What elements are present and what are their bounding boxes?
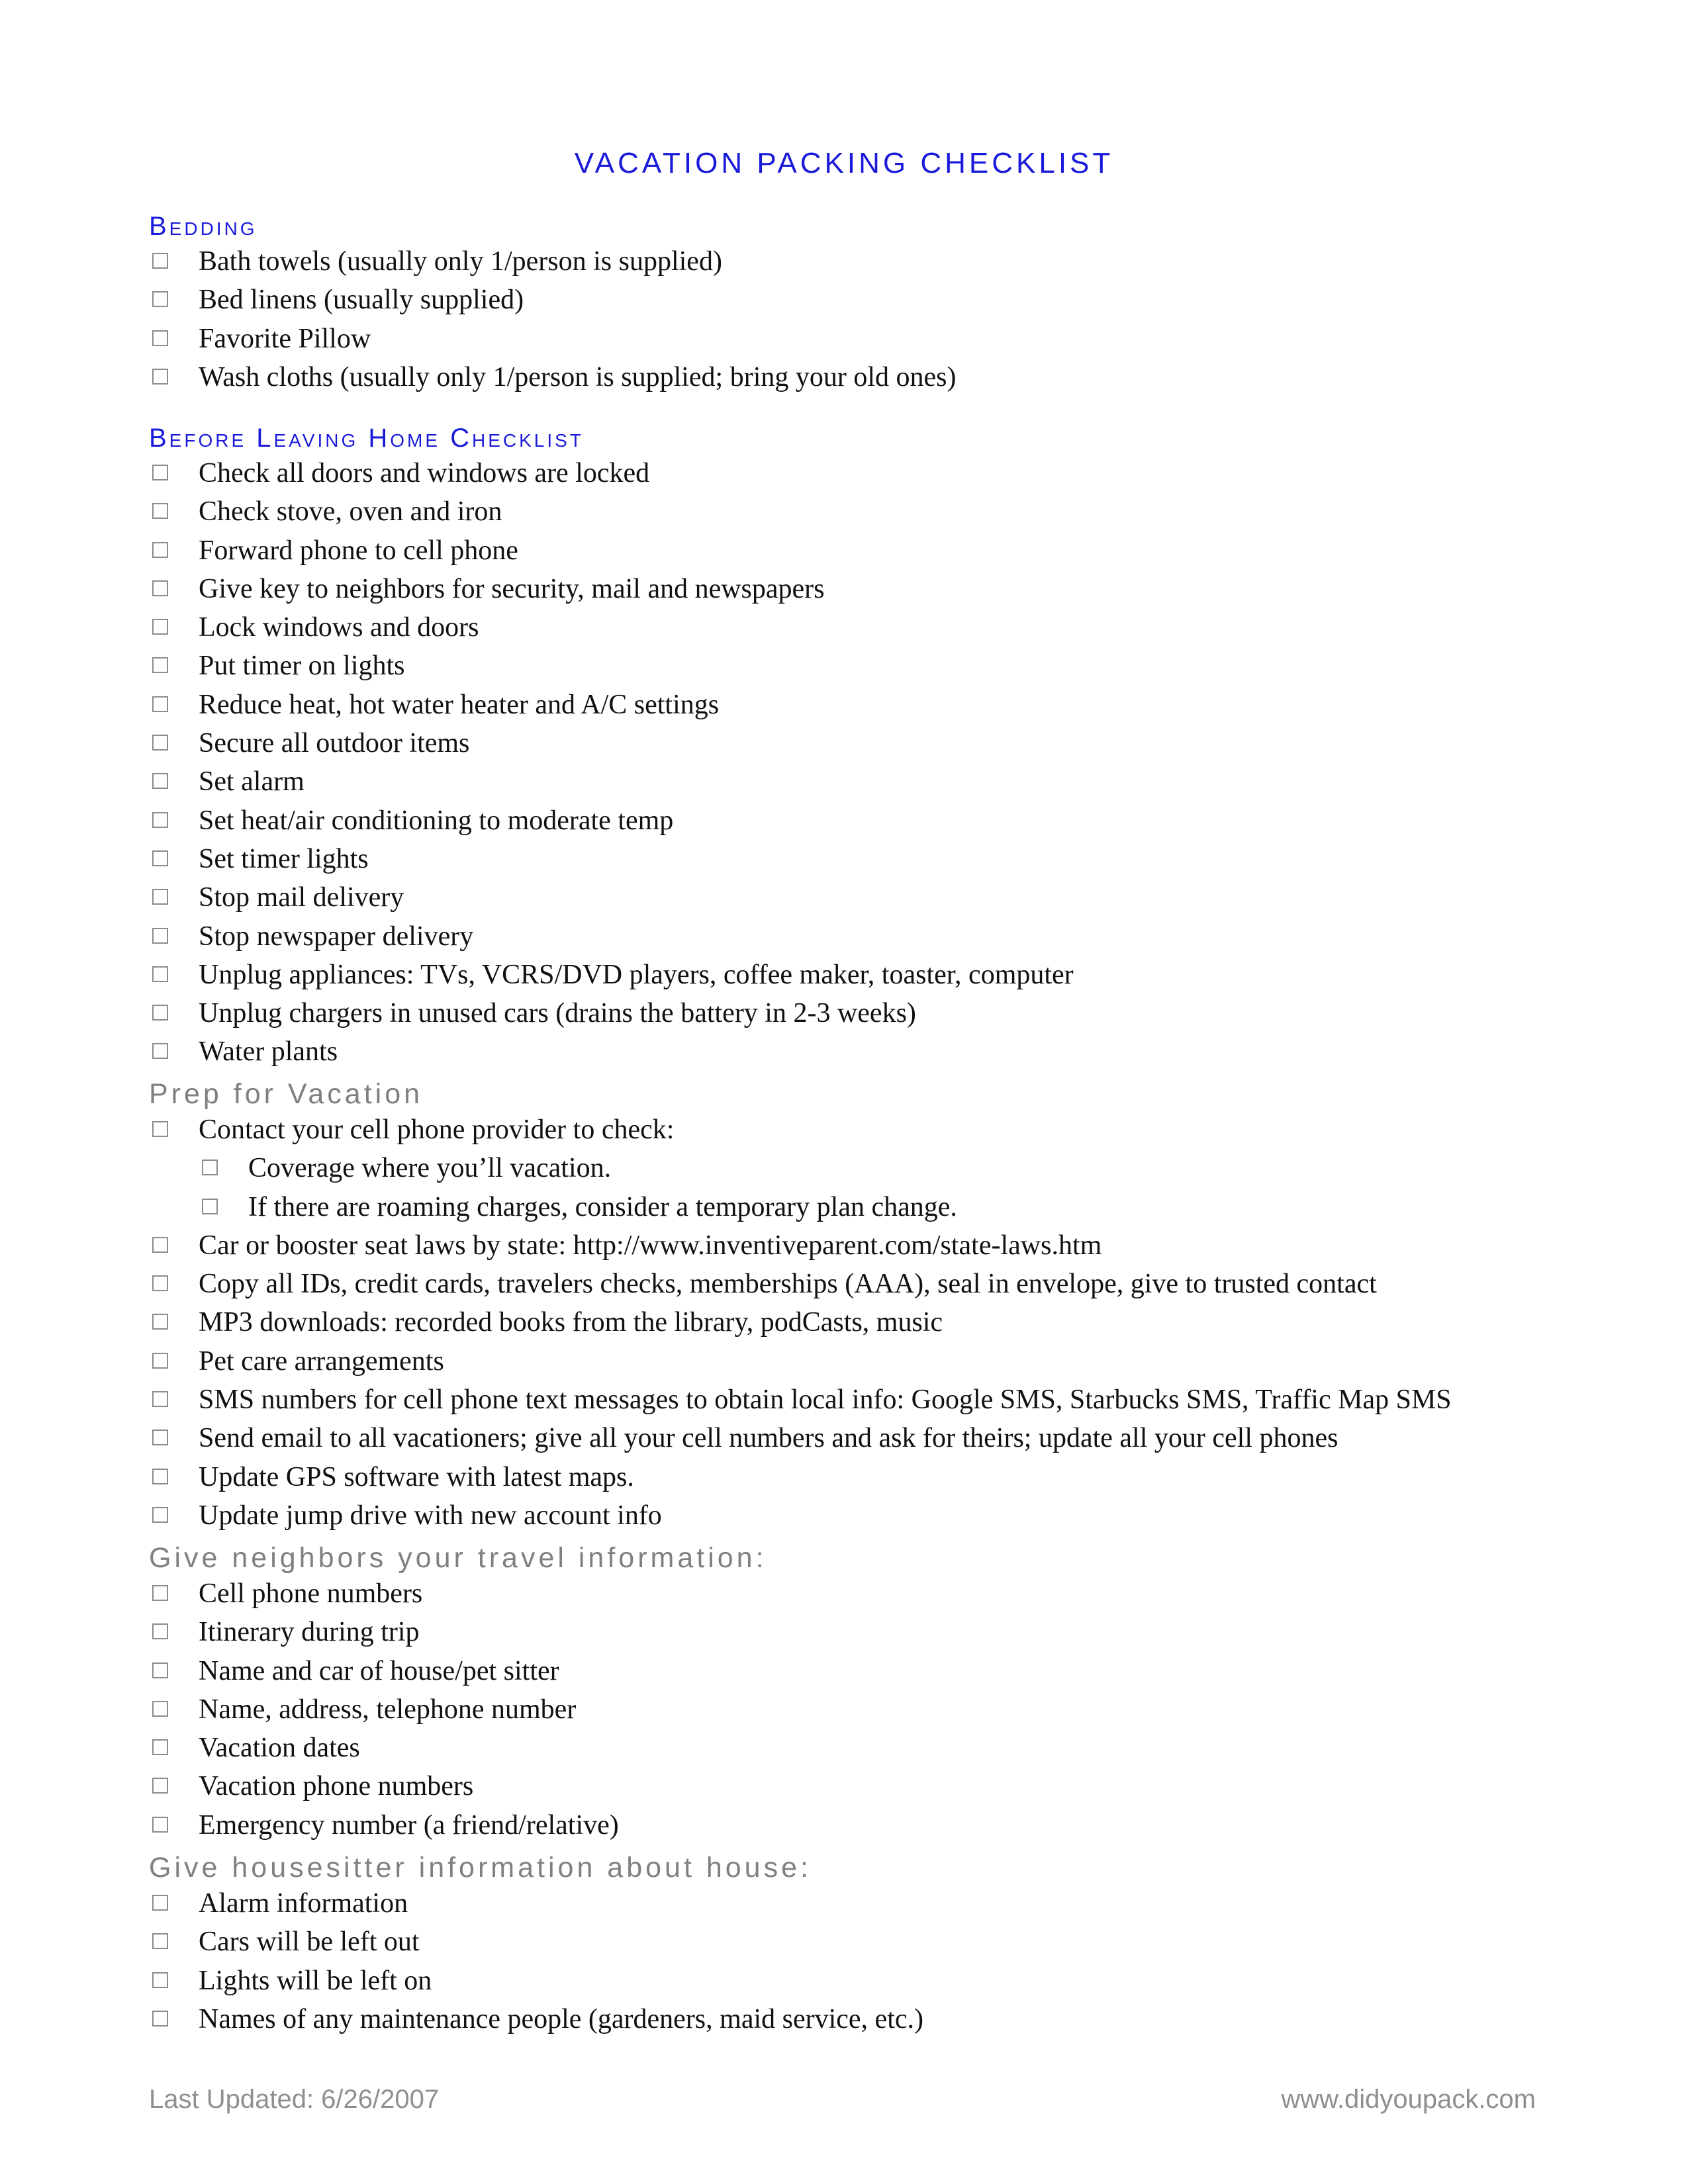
section-neighbors (149, 1544, 1572, 1844)
checkbox[interactable] (152, 889, 168, 905)
checkbox[interactable] (152, 1933, 168, 1949)
list-item: Contact your cell phone provider to check: (149, 1111, 1572, 1149)
checkbox[interactable] (152, 619, 168, 635)
list-item: Check stove, oven and iron (149, 492, 1572, 531)
checkbox[interactable] (152, 1237, 168, 1253)
checkbox[interactable] (152, 1817, 168, 1833)
checkbox[interactable] (152, 1005, 168, 1021)
housesitter-list (149, 1884, 1572, 2038)
checkbox[interactable] (152, 657, 168, 673)
last-updated: Last Updated: 6/26/2007 (149, 2085, 440, 2114)
checkbox[interactable] (152, 966, 168, 982)
checkbox[interactable] (152, 928, 168, 944)
checkbox[interactable] (152, 1275, 168, 1291)
section-before-leaving (149, 425, 1572, 1071)
list-item: Forward phone to cell phone (149, 531, 1572, 570)
list-item: Lights will be left on (149, 1962, 1572, 2000)
sub-list-item: Coverage where you’ll vacation. (149, 1149, 1572, 1187)
list-item: Name, address, telephone number (149, 1690, 1572, 1729)
checkbox[interactable] (152, 1585, 168, 1601)
checkbox[interactable] (152, 1314, 168, 1330)
section-prep (149, 1080, 1572, 1535)
checkbox[interactable] (152, 1662, 168, 1678)
checkbox[interactable] (152, 773, 168, 789)
before-leaving-list (149, 454, 1572, 1071)
checkbox[interactable] (152, 253, 168, 269)
checkbox[interactable] (152, 1469, 168, 1484)
section-heading-neighbors: Give neighbors your travel information: (149, 1542, 767, 1574)
list-item: Unplug chargers in unused cars (drains the battery in 2-3 weeks) (149, 994, 1572, 1032)
list-item: Set alarm (149, 762, 1572, 801)
section-housesitter (149, 1854, 1572, 2038)
checkbox[interactable] (152, 503, 168, 519)
checkbox[interactable] (152, 542, 168, 558)
page-title: VACATION PACKING CHECKLIST (574, 147, 1114, 179)
list-item: Lock windows and doors (149, 608, 1572, 647)
checkbox[interactable] (152, 1972, 168, 1988)
list-item: Names of any maintenance people (gardeners, maid service, etc.) (149, 2000, 1572, 2038)
checkbox[interactable] (152, 1430, 168, 1445)
list-item: Copy all IDs, credit cards, travelers checks, memberships (AAA), seal in envelope, give to trusted contact (149, 1265, 1572, 1303)
checkbox[interactable] (152, 330, 168, 346)
section-bedding (149, 213, 1572, 396)
list-item: Wash cloths (usually only 1/person is supplied; bring your old ones) (149, 358, 1572, 396)
checkbox[interactable] (202, 1160, 218, 1175)
list-item: Stop mail delivery (149, 878, 1572, 917)
section-heading-prep: Prep for Vacation (149, 1078, 424, 1110)
checkbox[interactable] (152, 1701, 168, 1717)
list-item: Bath towels (usually only 1/person is supplied) (149, 242, 1572, 281)
neighbors-list (149, 1574, 1572, 1844)
prep-list (149, 1111, 1572, 1535)
checkbox[interactable] (152, 465, 168, 480)
checkbox[interactable] (152, 1778, 168, 1794)
checkbox[interactable] (202, 1199, 218, 1214)
list-item: Give key to neighbors for security, mail and newspapers (149, 570, 1572, 608)
list-item: Check all doors and windows are locked (149, 454, 1572, 492)
section-heading-bedding: Bedding (149, 212, 258, 241)
list-item: Stop newspaper delivery (149, 917, 1572, 956)
list-item: Set heat/air conditioning to moderate temp (149, 801, 1572, 840)
list-item: Secure all outdoor items (149, 724, 1572, 762)
bedding-list (149, 242, 1572, 396)
website-url: www.didyoupack.com (1281, 2085, 1536, 2114)
list-item: Water plants (149, 1032, 1572, 1071)
section-heading-before-leaving: Before Leaving Home Checklist (149, 424, 584, 453)
checkbox[interactable] (152, 812, 168, 828)
list-item: Vacation phone numbers (149, 1767, 1572, 1805)
checkbox[interactable] (152, 369, 168, 385)
checkbox[interactable] (152, 580, 168, 596)
checkbox[interactable] (152, 291, 168, 307)
checkbox[interactable] (152, 735, 168, 751)
list-item: Alarm information (149, 1884, 1572, 1923)
list-item: Cars will be left out (149, 1923, 1572, 1961)
list-item: Cell phone numbers (149, 1574, 1572, 1613)
list-item: Car or booster seat laws by state: http://www.inventiveparent.com/state-laws.htm (149, 1226, 1572, 1265)
list-item: Update GPS software with latest maps. (149, 1458, 1572, 1496)
list-item: Favorite Pillow (149, 320, 1572, 358)
list-item: Update jump drive with new account info (149, 1496, 1572, 1535)
checkbox[interactable] (152, 696, 168, 712)
list-item: Set timer lights (149, 840, 1572, 878)
checkbox[interactable] (152, 1895, 168, 1911)
checkbox[interactable] (152, 1391, 168, 1407)
checkbox[interactable] (152, 1043, 168, 1059)
checkbox[interactable] (152, 850, 168, 866)
checkbox[interactable] (152, 1623, 168, 1639)
sub-list-item: If there are roaming charges, consider a temporary plan change. (149, 1188, 1572, 1226)
list-item: MP3 downloads: recorded books from the library, podCasts, music (149, 1303, 1572, 1342)
list-item: Bed linens (usually supplied) (149, 281, 1572, 319)
checkbox[interactable] (152, 1507, 168, 1523)
list-item: Put timer on lights (149, 647, 1572, 685)
checkbox[interactable] (152, 1121, 168, 1137)
list-item: Name and car of house/pet sitter (149, 1652, 1572, 1690)
list-item: Reduce heat, hot water heater and A/C settings (149, 686, 1572, 724)
checkbox[interactable] (152, 1353, 168, 1369)
list-item: Unplug appliances: TVs, VCRS/DVD players, coffee maker, toaster, computer (149, 956, 1572, 994)
checkbox[interactable] (152, 1739, 168, 1755)
list-item: Emergency number (a friend/relative) (149, 1806, 1572, 1844)
list-item: Pet care arrangements (149, 1342, 1572, 1381)
list-item: Itinerary during trip (149, 1613, 1572, 1651)
checkbox[interactable] (152, 2011, 168, 2026)
list-item: Vacation dates (149, 1729, 1572, 1767)
list-item: SMS numbers for cell phone text messages to obtain local info: Google SMS, Starbucks SMS, Traffic Map SMS (149, 1381, 1572, 1419)
section-heading-housesitter: Give housesitter information about house: (149, 1852, 812, 1884)
list-item: Send email to all vacationers; give all your cell numbers and ask for theirs; update all your cell phones (149, 1419, 1572, 1457)
